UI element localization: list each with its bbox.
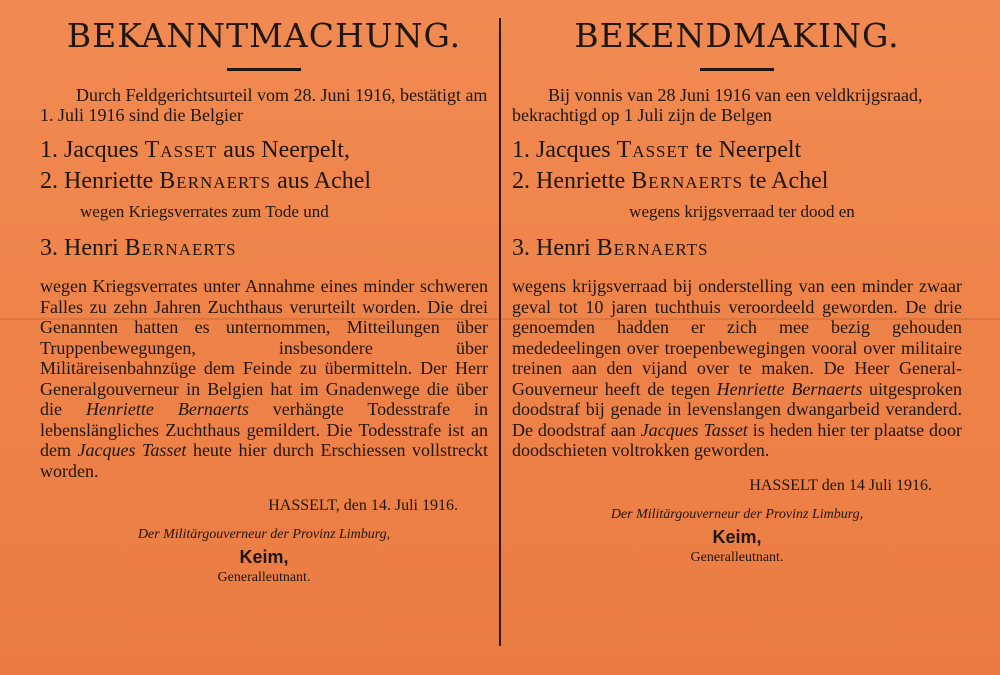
german-person-2-surname: Bernaerts	[159, 168, 272, 194]
column-divider	[499, 18, 501, 646]
german-body-text	[40, 276, 488, 481]
german-body-name-tasset: Jacques Tasset	[77, 440, 187, 460]
dutch-signer-rank: Generalleutnant.	[690, 549, 784, 565]
german-body-part-2: verhängte Todesstrafe in lebenslängliches Zuchthaus gemildert. Die Todesstrafe ist an dem	[40, 399, 488, 460]
german-body-name-bernaerts: Henriette Bernaerts	[85, 399, 249, 419]
dutch-verdict-death: wegens krijgsverraad ter dood en	[629, 202, 855, 221]
german-place-date: HASSELT, den 14. Juli 1916.	[268, 497, 458, 514]
german-person-2-suffix: aus Achel	[271, 168, 372, 194]
dutch-signer-role: Der Militärgouverneur der Provinz Limburg,	[610, 506, 864, 522]
german-body-part-1: wegen Kriegsverrates unter Annahme eines minder schweren Falles zu zehn Jahren Zuchthaus verurteilt worden. Die drei Genannten hatten es unternommen, Mitteilungen über Truppenbewegungen, insbesondere über Militäreisenbahnzüge dem Feinde zu übermitteln. Der Herr Generalgouverneur in Belgien hat im Gnadenwege die über die	[40, 276, 488, 419]
german-signer-name: Keim,	[239, 547, 289, 567]
dutch-person-1-surname: Tasset	[616, 137, 690, 163]
dutch-body-text	[512, 276, 962, 461]
german-person-1-surname: Tasset	[144, 137, 218, 163]
german-intro: Durch Feldgerichtsurteil vom 28. Juni 1916, bestätigt am 1. Juli 1916 sind die Belgier	[40, 85, 488, 125]
german-signer-rank: Generalleutnant.	[217, 570, 311, 585]
dutch-title-rule	[700, 68, 774, 71]
dutch-title: BEKENDMAKING.	[574, 16, 900, 55]
german-person-1-suffix: aus Neerpelt,	[217, 137, 350, 163]
german-person-1-prefix: 1. Jacques	[40, 137, 145, 163]
dutch-person-1-suffix: te Neerpelt	[689, 137, 802, 163]
dutch-person-2	[512, 166, 962, 197]
dutch-person-1-prefix: 1. Jacques	[512, 137, 617, 163]
dutch-person-2-surname: Bernaerts	[631, 168, 744, 194]
german-signature-block	[40, 527, 488, 586]
dutch-intro: Bij vonnis van 28 Juni 1916 van een veldkrijgsraad, bekrachtigd op 1 Juli zijn de Belgen	[512, 85, 923, 125]
german-person-3-surname: Bernaerts	[124, 235, 237, 261]
german-verdict-death: wegen Kriegsverrates zum Tode und	[80, 202, 329, 221]
dutch-signer-name: Keim,	[712, 526, 762, 547]
dutch-body-part-3: is heden hier ter plaatse door doodschieten voltrokken geworden.	[512, 419, 963, 460]
dutch-body-name-bernaerts: Henriette Bernaerts	[716, 378, 863, 399]
dutch-body-part-2: uitgesproken doodstraf bij genade in levenslangen dwangarbeid veranderd. De doodstraf aan	[512, 378, 962, 440]
dutch-body-part-1: wegens krijgsverraad bij onderstelling van een minder zwaar geval tot 10 jaren tuchthuis veroordeeld geworden. De drie genoemden hadden er zich mee bezig gehouden mededeelingen over troepenbewegingen vooral over militaire treinen aan den vijand over te maken. De Heer General-Gouverneur heeft de tegen	[512, 276, 962, 399]
dutch-body-name-tasset: Jacques Tasset	[640, 419, 748, 440]
german-person-3-prefix: 3. Henri	[40, 235, 125, 261]
dutch-place-date: HASSELT den 14 Juli 1916.	[749, 476, 932, 494]
dutch-person-3	[512, 233, 962, 264]
dutch-person-1	[512, 135, 962, 166]
german-column	[40, 12, 488, 586]
german-person-1	[40, 135, 488, 166]
dutch-signature-block	[512, 507, 962, 566]
german-person-2	[40, 166, 488, 197]
dutch-column	[512, 12, 962, 566]
german-person-3	[40, 233, 488, 264]
german-title: BEKANNTMACHUNG.	[66, 16, 462, 55]
dutch-person-2-suffix: te Achel	[743, 168, 829, 194]
dutch-person-3-prefix: 3. Henri	[512, 235, 597, 261]
german-person-2-prefix: 2. Henriette	[40, 168, 160, 194]
german-title-rule	[227, 68, 301, 71]
german-body-part-3: heute hier durch Erschiessen vollstreckt worden.	[40, 440, 488, 481]
german-signer-role: Der Militärgouverneur der Provinz Limburg,	[137, 527, 391, 542]
dutch-person-3-surname: Bernaerts	[596, 235, 709, 261]
dutch-person-2-prefix: 2. Henriette	[512, 168, 632, 194]
